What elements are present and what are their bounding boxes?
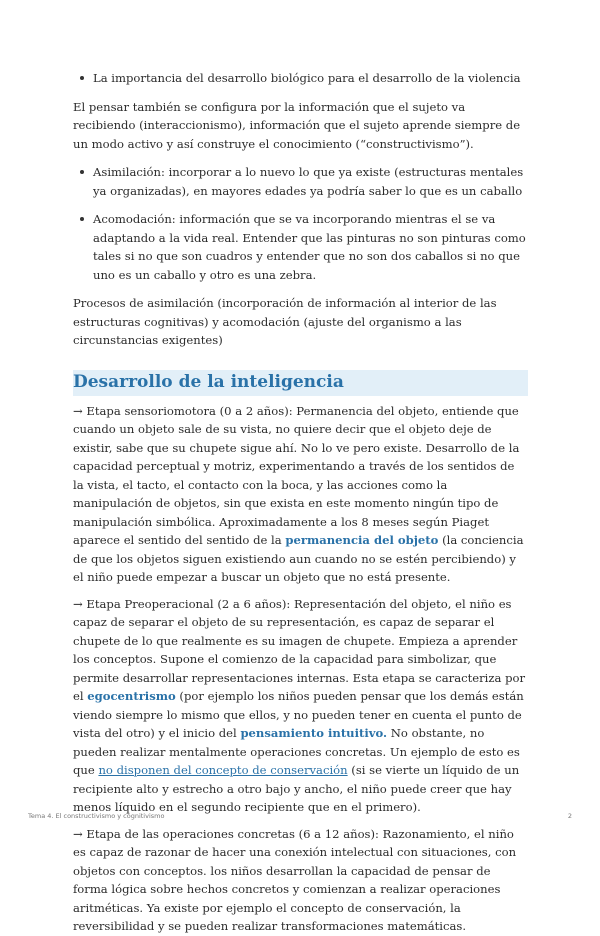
keyword-egocentrismo: egocentrismo: [87, 689, 176, 703]
list-item: La importancia del desarrollo biológico para el desarrollo de la violencia: [73, 69, 528, 88]
footer-label: Tema 4. El constructivismo y cognitivismo: [28, 812, 165, 820]
bullet-icon: [80, 170, 84, 174]
keyword-pensamiento-intuitivo: pensamiento intuitivo.: [240, 726, 388, 740]
bullet-icon: [80, 217, 84, 221]
top-bullet-list: [73, 69, 528, 88]
keyword-permanencia: permanencia del objeto: [285, 533, 439, 547]
paragraph-stage-operaciones-concretas: → Etapa de las operaciones concretas (6 a 12 años): Razonamiento, el niño es capaz de razonar de hacer una conexión intelectual con situaciones, con objetos con conceptos. los niños desarrollan la capacidad de pensar de forma lógica sobre hechos concretos y comienzan a realizar operaciones aritméticas. Ya existe por ejemplo el concepto de conservación, la reversibilidad y se pueden realizar transformaciones matemáticas.: [73, 826, 517, 933]
page-footer: [28, 812, 572, 820]
section-heading: Desarrollo de la inteligencia: [73, 370, 528, 396]
page-number: 2: [567, 812, 572, 820]
paragraph-pensar: El pensar también se configura por la información que el sujeto va recibiendo (interaccionismo), información que el sujeto aprende siempre de un modo activo y así construye el conocimiento (“constructivismo”).: [73, 99, 521, 151]
paragraph-procesos: Procesos de asimilación (incorporación de información al interior de las estructuras cognitivas) y acomodación (ajuste del organismo a las circunstancias exigentes): [73, 296, 497, 347]
paragraph-stage-preoperacional: → Etapa Preoperacional (2 a 6 años): Representación del objeto, el niño es capaz de separar el objeto de su representación, es capaz de separar el chupete de lo que realmente es su imagen de chupete. Empieza a aprender los conceptos. Supone el comienzo de la capacidad para simbolizar, que permite desarrollar representaciones internas. Esta etapa se caracteriza por el egocentrismo (por ejemplo los niños pueden pensar que los demás están viendo siempre lo mismo que ellos, y no pueden tener en cuenta el punto de vista del otro) y el inicio del pensamiento intuitivo. No obstante, no pueden realizar mentalmente operaciones concretas. Un ejemplo de esto es que no disponen del concepto de conservación (si se vierte un líquido de un recipiente alto y estrecho a otro bajo y ancho, el niño puede creer que hay menos líquido en el segundo recipiente que en el primero).: [73, 596, 526, 814]
conservation-link[interactable]: no disponen del concepto de conservación: [98, 763, 348, 777]
process-bullet-list: [73, 163, 528, 284]
page-content: [73, 69, 528, 936]
bullet-icon: [80, 76, 84, 80]
paragraph-stage-sensoriomotora: → Etapa sensoriomotora (0 a 2 años): Permanencia del objeto, entiende que cuando un objeto sale de su vista, no quiere decir que el objeto deje de existir, sabe que su chupete sigue ahí. No lo ve pero existe. Desarrollo de la capacidad perceptual y motriz, experimentando a través de los sentidos de la vista, el tacto, el contacto con la boca, y las acciones como la manipulación de objetos, sin que exista en este momento ningún tipo de manipulación simbólica. Aproximadamente a los 8 meses según Piaget aparece el sentido del sentido de la permanencia del objeto (la conciencia de que los objetos siguen existiendo aun cuando no se estén percibiendo) y el niño puede empezar a buscar un objeto que no está presente.: [73, 403, 524, 584]
list-item: Acomodación: información que se va incorporando mientras el se va adaptando a la vida real. Entender que las pinturas no son pinturas como tales si no que son cuadros y entender que no son dos caballos si no que uno es un caballo y otro es una zebra.: [73, 210, 528, 284]
list-item: Asimilación: incorporar a lo nuevo lo que ya existe (estructuras mentales ya organizadas), en mayores edades ya podría saber lo que es un caballo: [73, 163, 528, 200]
